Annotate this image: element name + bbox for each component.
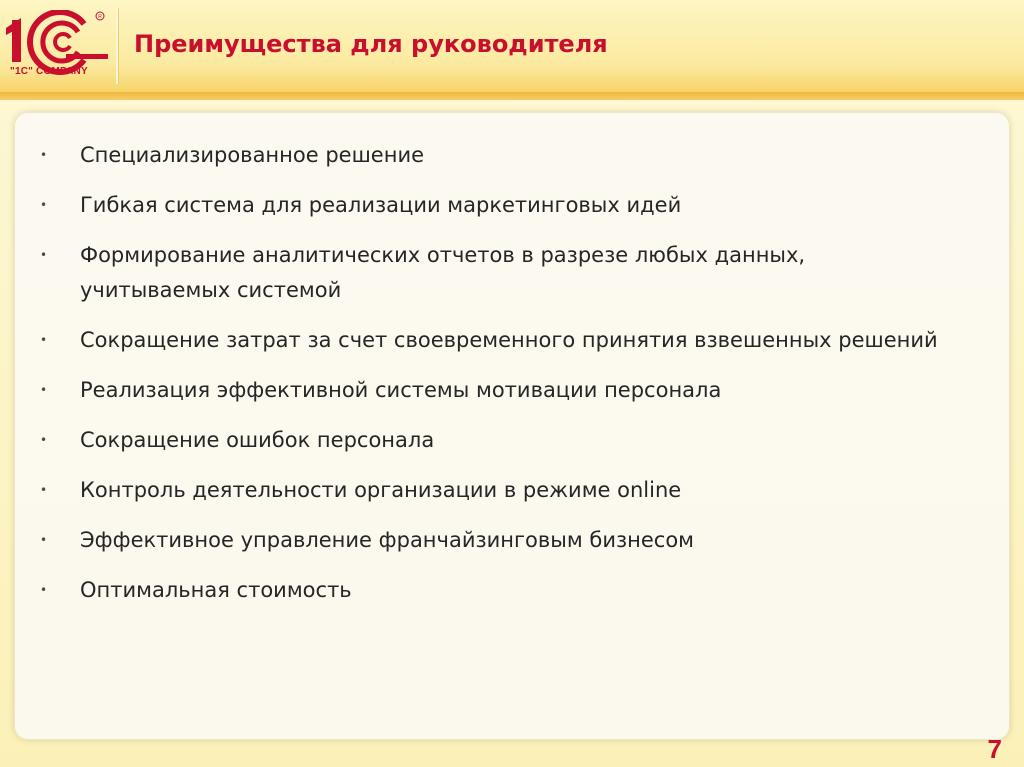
bullet-icon: • [40,198,48,212]
list-item [40,138,940,173]
list-item-text: Специализированное решение [80,143,425,167]
list-item-text: Сокращение ошибок персонала [80,428,435,452]
list-item-text: Реализация эффективной системы мотивации персонала [80,378,722,402]
bullet-icon: • [40,148,48,162]
page-title: Преимущества для руководителя [134,30,608,58]
list-item-text: Сокращение затрат за счет своевременного принятия взвешенных решений [80,328,938,352]
list-item-text: Эффективное управление франчайзинговым бизнесом [80,528,695,552]
list-item-text: Гибкая система для реализации маркетинговых идей [80,193,682,217]
header-divider [116,8,118,84]
list-item [40,188,940,223]
header-stripe [0,92,1024,100]
svg-text:R: R [98,14,102,20]
list-item-text: Формирование аналитических отчетов в разрезе любых данных, учитываемых системой [80,243,806,302]
bullet-icon: • [40,533,48,547]
bullet-icon: • [40,483,48,497]
benefits-list [40,138,940,623]
list-item [40,323,940,358]
logo-company-label: "1C" COMPANY [10,66,88,77]
list-item-text: Контроль деятельности организации в режиме online [80,478,682,502]
bullet-icon: • [40,383,48,397]
list-item [40,473,940,508]
list-item [40,523,940,558]
list-item [40,373,940,408]
list-item [40,423,940,458]
bullet-icon: • [40,333,48,347]
bullet-icon: • [40,433,48,447]
page-number: 7 [987,734,1002,764]
bullet-icon: • [40,248,48,262]
bullet-icon: • [40,583,48,597]
list-item-text: Оптимальная стоимость [80,578,352,602]
list-item [40,573,940,608]
list-item [40,238,940,308]
